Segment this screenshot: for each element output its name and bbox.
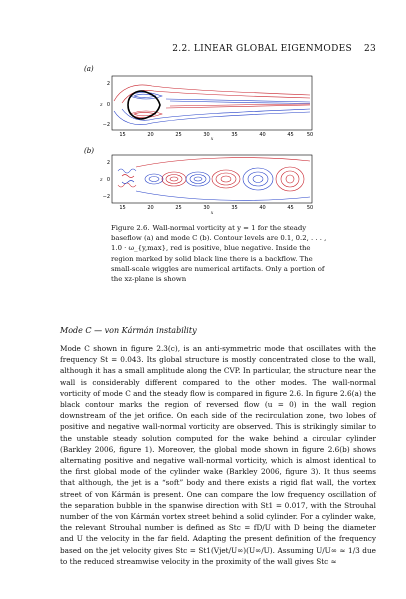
panel-b-y-label: z — [100, 177, 103, 183]
body-paragraph: Mode C shown in figure 2.3(c), is an anti-symmetric mode that oscillates with the frequency St = 0.043. Its global structure is mostly concentrated close to the wall, although it has a small amplitude along the CVP. In particular, the structure near the wall is considerably different compared to the other modes. The wall-normal vorticity of mode C and the steady flow is compared in figure 2.6. In figure 2.6(a) the black contour marks the region of reversed flow (u = 0) in the wall region downstream of the jet orifice. On each side of the recirculation zone, two lobes of positive and negative wall-normal vorticity are observed. This is strikingly similar to the unstable steady solution computed for the wake behind a circular cylinder (Barkley 2006, figure 1). Moreover, the global mode shown in figure 2.6(b) shows alternating positive and negative wall-normal vorticity, which is almost identical to the first global mode of the cylinder wake (Barkley 2006, figure 3). It thus seems that although, the jet is a “soft” body and there exists a rigid flat wall, the vortex street of von Kármán is present. One can compare the low frequency oscillation of the separation bubble in the spanwise direction with St1 = 0.017, with the Strouhal number of the von Kármán vortex street behind a solid cylinder. For a cylinder wake, the relevant Strouhal number is defined as Stc = fD/U with D being the diameter and U the velocity in the far field. Adapting the present definition of the frequency based on the jet velocity gives Stc = St1(Vjet/U∞)(U∞/U). Assuming U/U∞ ≈ 1/3 due to the reduced streamwise velocity in the proximity of the wall gives Stc ≈ — [60, 344, 376, 566]
panel-a-x-tick: 50 — [306, 132, 314, 138]
panel-a-label: (a) — [84, 65, 94, 73]
panel-a-x-tick: 45 — [287, 132, 294, 138]
panel-b-x-tick: 25 — [175, 205, 182, 211]
panel-a-x-tick: 35 — [231, 132, 238, 138]
panel-a-x-tick: 40 — [259, 132, 266, 138]
panel-b-x-tick: 50 — [306, 205, 314, 211]
panel-a-y-label: z — [100, 102, 103, 108]
panel-a-y-tick: 0 — [106, 102, 110, 108]
panel-a-x-tick: 20 — [147, 132, 154, 138]
figure-panel-b — [74, 145, 330, 215]
panel-a-plot — [74, 62, 330, 140]
panel-b-plot — [74, 145, 330, 215]
panel-b-x-tick: 30 — [203, 205, 210, 211]
panel-b-x-tick: 45 — [287, 205, 294, 211]
panel-b-y-tick: 0 — [106, 177, 110, 183]
figure-caption — [111, 223, 327, 284]
figure-caption-text: Wall-normal vorticity at y = 1 for the steady baseflow (a) and mode C (b). Contour levels are 0.1, 0.2, . . . , 1.0 · ω_{y,max}, red is positive, blue negative. Inside the region marked by solid black line there is a backflow. The small-scale wiggles are numerical artifacts. Only a portion of the xz-plane is shown — [111, 224, 327, 284]
panel-a-y-tick: 2 — [106, 81, 110, 87]
panel-b-y-tick: 2 — [106, 160, 110, 166]
panel-b-y-tick: −2 — [102, 194, 110, 200]
figure-panel-a — [74, 62, 330, 140]
panel-b-x-tick: 15 — [119, 205, 126, 211]
page-number: 23 — [363, 44, 376, 54]
panel-b-x-label: x — [210, 211, 214, 215]
section-heading: Mode C — von Kármán instability — [60, 326, 197, 335]
panel-a-x-label: x — [210, 137, 214, 140]
running-head — [60, 44, 376, 54]
panel-a-x-tick: 25 — [175, 132, 182, 138]
panel-b-x-tick: 20 — [147, 205, 154, 211]
panel-a-x-tick: 15 — [119, 132, 126, 138]
panel-b-contours — [118, 158, 310, 201]
body-text — [60, 343, 376, 567]
panel-a-y-tick: −2 — [102, 122, 110, 128]
running-head-section: 2.2. LINEAR GLOBAL EIGENMODES — [172, 44, 352, 54]
panel-b-x-tick: 40 — [259, 205, 266, 211]
figure-caption-label: Figure 2.6. — [111, 224, 150, 232]
backflow-contour — [128, 91, 160, 119]
panel-b-x-tick: 35 — [231, 205, 238, 211]
panel-b-label: (b) — [84, 147, 94, 155]
panel-a-x-tick: 30 — [203, 132, 210, 138]
